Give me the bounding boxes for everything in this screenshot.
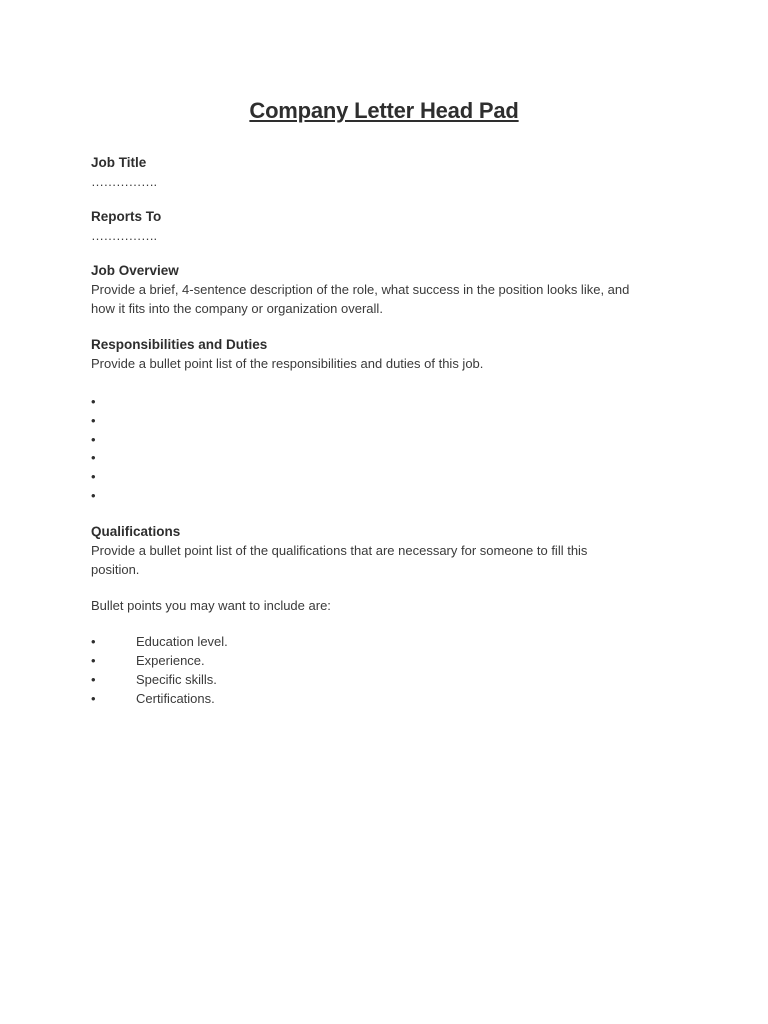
document-content bbox=[91, 153, 691, 708]
responsibilities-bullet-list bbox=[91, 392, 691, 505]
responsibilities-heading: Responsibilities and Duties bbox=[91, 337, 268, 352]
empty-bullet bbox=[91, 411, 691, 430]
job-overview-text-line1: Provide a brief, 4-sentence description of the role, what success in the position looks like, and bbox=[91, 282, 630, 297]
qualifications-sub-text: Bullet points you may want to include are: bbox=[91, 597, 331, 613]
bullet-icon bbox=[91, 670, 101, 689]
responsibilities-text: Provide a bullet point list of the responsibilities and duties of this job. bbox=[91, 356, 484, 371]
list-item bbox=[91, 689, 691, 708]
empty-bullet bbox=[91, 430, 691, 449]
empty-bullet bbox=[91, 486, 691, 505]
bullet-icon bbox=[91, 632, 101, 651]
reports-to-heading: Reports To bbox=[91, 209, 162, 224]
list-item-text: Certifications. bbox=[136, 690, 215, 706]
list-item bbox=[91, 670, 691, 689]
reports-to-value: ……………. bbox=[91, 228, 157, 243]
bullet-icon bbox=[91, 651, 101, 670]
list-item-text: Education level. bbox=[136, 633, 228, 649]
qualifications-heading: Qualifications bbox=[91, 523, 181, 539]
qualifications-text-line2: position. bbox=[91, 561, 140, 577]
job-title-value: ……………. bbox=[91, 174, 157, 189]
job-overview-heading: Job Overview bbox=[91, 263, 179, 278]
document-title: Company Letter Head Pad bbox=[249, 98, 519, 123]
qualifications-text-line1: Provide a bullet point list of the qualifications that are necessary for someone to fill this bbox=[91, 542, 588, 558]
job-overview-text-line2: how it fits into the company or organization overall. bbox=[91, 301, 383, 316]
list-item-text: Specific skills. bbox=[136, 671, 217, 687]
list-item-text: Experience. bbox=[136, 652, 205, 668]
empty-bullet bbox=[91, 467, 691, 486]
qualifications-bullet-list bbox=[91, 632, 691, 708]
empty-bullet bbox=[91, 392, 691, 411]
job-title-heading: Job Title bbox=[91, 155, 147, 170]
bullet-icon bbox=[91, 689, 101, 708]
empty-bullet bbox=[91, 448, 691, 467]
list-item bbox=[91, 632, 691, 651]
list-item bbox=[91, 651, 691, 670]
